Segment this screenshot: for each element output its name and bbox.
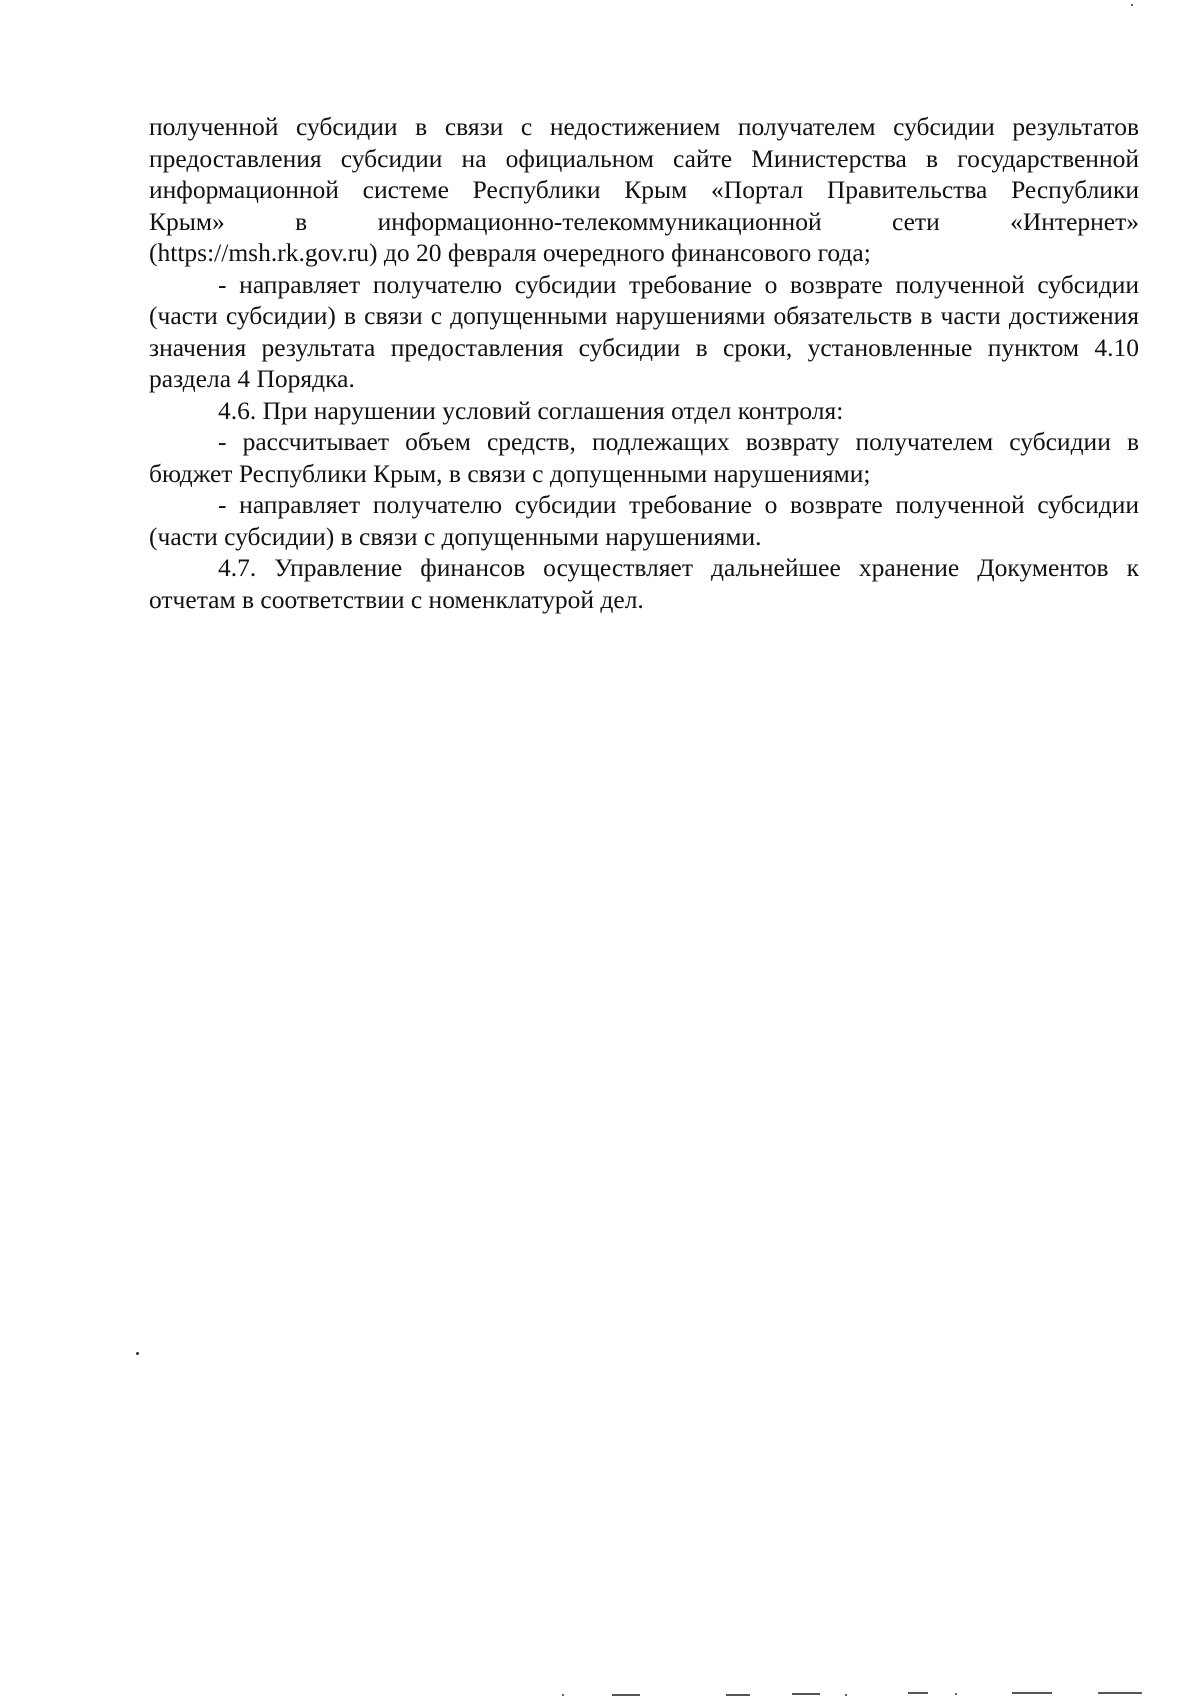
paragraph-demand-return-2: - направляет получателю субсидии требование о возврате полученной субсидии (части субсидии) в связи с допущенными нарушениями. (149, 490, 1139, 551)
scan-speck (1131, 4, 1133, 6)
paragraph-clause-4-6: 4.6. При нарушении условий соглашения отдел контроля: (218, 395, 844, 425)
paragraph-clause-4-7: 4.7. Управление финансов осуществляет дальнейшее хранение Документов к отчетам в соответствии с номенклатурой дел. (149, 553, 1139, 614)
scan-speck (562, 1694, 564, 1696)
scan-speck (955, 1693, 957, 1695)
line-4: Крым» в информационно-телекоммуникационной сети «Интернет» (149, 206, 1139, 236)
paragraph-demand-return-1: - направляет получателю субсидии требование о возврате полученной субсидии (части субсидии) в связи с допущенными нарушениями обязательств в части достижения значения результата предоставления субсидии в сроки, установленные пунктом 4.10 раздела 4 Порядка. (149, 269, 1139, 393)
line-2: предоставления субсидии на официальном сайте Министерства в государственной (149, 143, 1139, 173)
line-5: (https://msh.rk.gov.ru) до 20 февраля очередного финансового года; (149, 238, 871, 267)
scan-edge-mark (612, 1694, 640, 1696)
scan-edge-mark (726, 1694, 750, 1696)
scan-edge-mark (1098, 1692, 1142, 1694)
scan-edge-mark (908, 1692, 928, 1694)
scan-edge-mark (792, 1693, 820, 1695)
paragraph-calculate-volume: - рассчитывает объем средств, подлежащих возврату получателем субсидии в бюджет Республики Крым, в связи с допущенными нарушениями; (149, 427, 1139, 488)
paragraph-continuation (149, 111, 1139, 269)
line-1: полученной субсидии в связи с недостижением получателем субсидии результатов (149, 112, 1139, 141)
line-3: информационной системе Республики Крым «Портал Правительства Республики (149, 175, 1139, 204)
scan-speck (845, 1694, 847, 1696)
scan-edge-mark (1012, 1692, 1052, 1694)
document-body (149, 111, 1139, 615)
scan-speck (136, 1352, 139, 1355)
